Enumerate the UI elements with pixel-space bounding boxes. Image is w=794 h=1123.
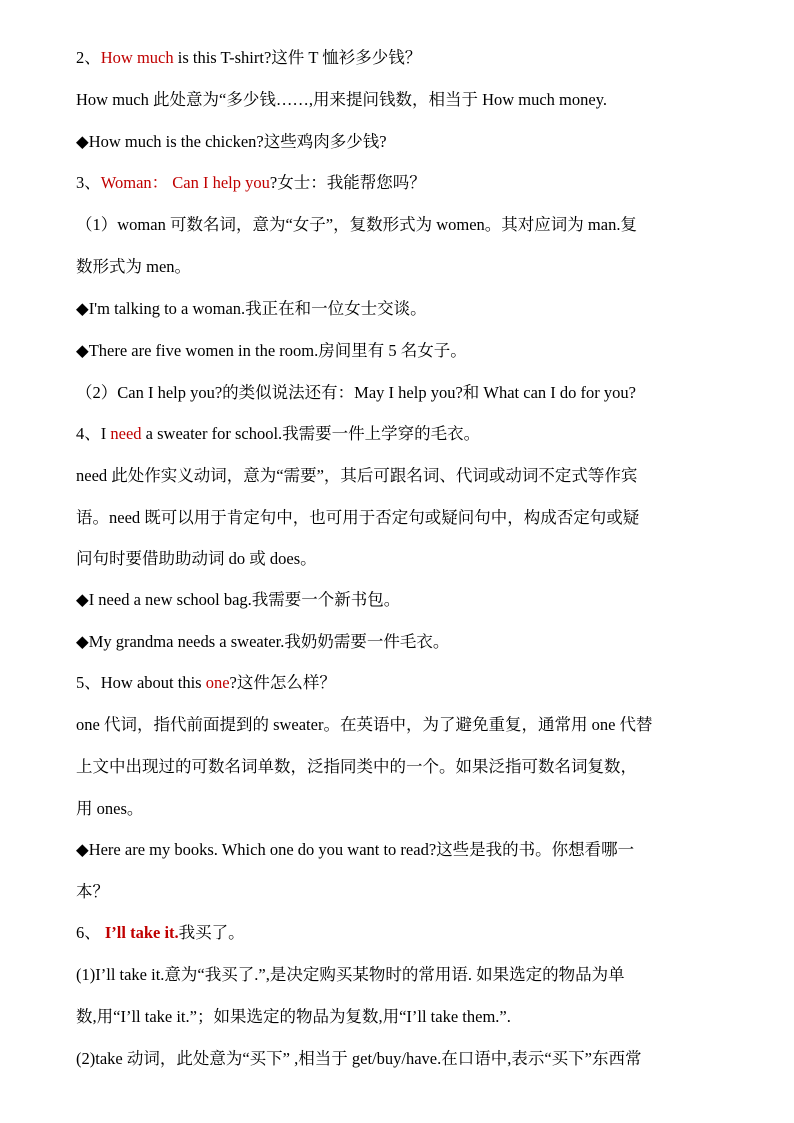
line-woman-explain-1-part-0: （1）woman 可数名词，意为“女子”，复数形式为 women。其对应词为 man.复: [76, 215, 637, 234]
line-one-example-1: [76, 839, 726, 861]
line-item-6-heading-part-1: I’ll take it.: [104, 923, 179, 942]
line-take-explain-3: [76, 1048, 726, 1070]
line-need-explain-3: [76, 548, 726, 570]
line-how-much-example: [76, 131, 726, 153]
line-woman-explain-2-part-0: 数形式为 men。: [76, 257, 192, 276]
line-one-example-1-part-0: ◆Here are my books. Which one do you want to read?这些是我的书。你想看哪一: [76, 840, 635, 859]
line-how-much-example-part-0: ◆How much is the chicken?这些鸡肉多少钱?: [76, 132, 387, 151]
line-need-example-2: [76, 631, 726, 653]
line-need-example-1-part-0: ◆I need a new school bag.我需要一个新书包。: [76, 590, 401, 609]
line-one-explain-3-part-0: 用 ones。: [76, 799, 144, 818]
line-item-2-heading-part-2: is this T-shirt?这件 T 恤衫多少钱？: [173, 48, 422, 67]
line-one-example-2: [76, 881, 726, 903]
line-item-5-heading-part-0: 5、How about this: [76, 673, 206, 692]
line-need-example-2-part-0: ◆My grandma needs a sweater.我奶奶需要一件毛衣。: [76, 632, 450, 651]
line-one-explain-2: [76, 756, 726, 778]
line-one-explain-1-part-0: one 代词，指代前面提到的 sweater。在英语中，为了避免重复，通常用 one 代替: [76, 715, 653, 734]
line-item-4-heading: [76, 423, 726, 445]
line-item-6-heading-part-0: 6、: [76, 923, 105, 942]
line-help-explain: [76, 382, 726, 404]
line-one-example-2-part-0: 本？: [76, 882, 109, 901]
line-how-much-explain-part-0: How much 此处意为“多少钱……,用来提问钱数，相当于 How much money.: [76, 90, 608, 109]
line-item-4-heading-part-2: a sweater for school.我需要一件上学穿的毛衣。: [141, 424, 481, 443]
line-need-example-1: [76, 589, 726, 611]
line-item-2-heading-part-0: 2、: [76, 48, 101, 67]
line-take-explain-2: [76, 1006, 726, 1028]
line-woman-example-2-part-0: ◆There are five women in the room.房间里有 5 名女子。: [76, 341, 467, 360]
line-need-explain-1: [76, 465, 726, 487]
line-item-3-heading-part-2: ?女士：我能帮您吗？: [269, 173, 426, 192]
line-woman-explain-2: [76, 256, 726, 278]
line-woman-explain-1: [76, 214, 726, 236]
line-item-6-heading: [76, 922, 726, 944]
line-item-3-heading: [76, 172, 726, 194]
line-help-explain-part-0: （2）Can I help you?的类似说法还有：May I help you?和 What can I do for you?: [76, 383, 636, 402]
line-how-much-explain: [76, 89, 726, 111]
line-woman-example-1: [76, 298, 726, 320]
line-item-3-heading-part-0: 3、: [76, 173, 101, 192]
line-woman-example-1-part-0: ◆I'm talking to a woman.我正在和一位女士交谈。: [76, 299, 427, 318]
line-take-explain-3-part-0: (2)take 动词，此处意为“买下” ,相当于 get/buy/have.在口语中,表示“买下”东西常: [76, 1049, 642, 1068]
line-item-4-heading-part-0: 4、I: [76, 424, 111, 443]
line-item-2-heading: [76, 47, 726, 69]
line-take-explain-1-part-0: (1)I’ll take it.意为“我买了.”,是决定购买某物时的常用语. 如果选定的物品为单: [76, 965, 625, 984]
line-need-explain-2-part-0: 语。need 既可以用于肯定句中，也可用于否定句或疑问句中，构成否定句或疑: [76, 508, 640, 527]
line-need-explain-1-part-0: need 此处作实义动词，意为“需要”，其后可跟名词、代词或动词不定式等作宾: [76, 466, 638, 485]
line-item-5-heading: [76, 672, 726, 694]
line-item-5-heading-part-2: ?这件怎么样？: [229, 673, 336, 692]
line-item-5-heading-part-1: one: [205, 673, 230, 692]
line-woman-example-2: [76, 340, 726, 362]
line-one-explain-3: [76, 798, 726, 820]
line-take-explain-1: [76, 964, 726, 986]
line-one-explain-2-part-0: 上文中出现过的可数名词单数，泛指同类中的一个。如果泛指可数名词复数，: [76, 757, 637, 776]
line-need-explain-3-part-0: 问句时要借助助动词 do 或 does。: [76, 549, 317, 568]
line-item-6-heading-part-2: 我买了。: [178, 923, 245, 942]
line-one-explain-1: [76, 714, 726, 736]
line-item-4-heading-part-1: need: [110, 424, 142, 443]
line-need-explain-2: [76, 507, 726, 529]
line-item-3-heading-part-1: Woman： Can I help you: [100, 173, 270, 192]
line-take-explain-2-part-0: 数,用“I’ll take it.”；如果选定的物品为复数,用“I’ll take them.”.: [76, 1007, 511, 1026]
line-item-2-heading-part-1: How much: [100, 48, 174, 67]
